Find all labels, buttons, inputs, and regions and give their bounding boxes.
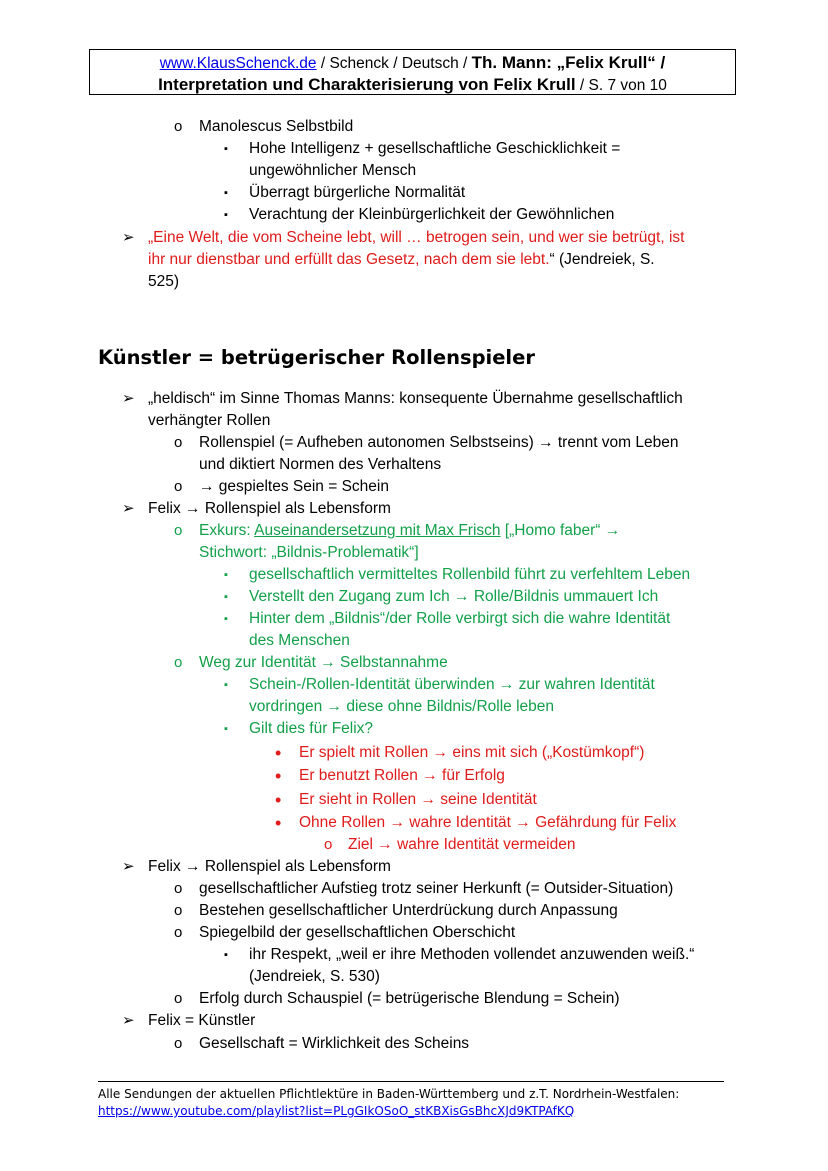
text-line: Felix → Rollenspiel als Lebensform bbox=[148, 858, 391, 875]
text-line: Felix = Künstler bbox=[148, 1012, 256, 1029]
exkurs-link[interactable]: Auseinandersetzung mit Max Frisch bbox=[254, 522, 501, 539]
header-line-1 bbox=[90, 52, 735, 74]
playlist-link[interactable]: https://www.youtube.com/playlist?list=PLgGIkOSoO_stKBXisGsBhcXJd9KTPAfKQ bbox=[98, 1104, 575, 1118]
footer-link-line bbox=[98, 1104, 574, 1118]
arrow-bullet: ➢ bbox=[122, 1012, 135, 1029]
footer-divider bbox=[98, 1081, 724, 1082]
circle-bullet: o bbox=[174, 478, 183, 495]
text-line: Überragt bürgerliche Normalität bbox=[249, 184, 466, 201]
text-line: gesellschaftlich vermitteltes Rollenbild führt zu verfehltem Leben bbox=[249, 566, 691, 583]
circle-bullet: o bbox=[174, 434, 183, 451]
square-bullet: ▪ bbox=[224, 143, 228, 155]
quote-line: „Eine Welt, die vom Scheine lebt, will … betrogen sein, und wer sie betrügt, ist bbox=[148, 229, 685, 246]
text-line: Bestehen gesellschaftlicher Unterdrückung durch Anpassung bbox=[199, 902, 618, 919]
text-line: Er sieht in Rollen → seine Identität bbox=[299, 791, 537, 808]
text-line: (Jendreiek, S. 530) bbox=[249, 968, 380, 985]
exkurs-label: Exkurs: bbox=[199, 522, 255, 539]
site-link[interactable]: www.KlausSchenck.de bbox=[159, 55, 317, 72]
circle-bullet: o bbox=[174, 1035, 183, 1052]
text-line: Erfolg durch Schauspiel (= betrügerische Blendung = Schein) bbox=[199, 990, 620, 1007]
header-title-1: Th. Mann: „Felix Krull“ / bbox=[471, 53, 666, 72]
text-line: ungewöhnlicher Mensch bbox=[249, 162, 417, 179]
page-header bbox=[89, 49, 736, 95]
header-breadcrumb: / Schenck / Deutsch / bbox=[316, 55, 472, 72]
exkurs-line bbox=[199, 521, 620, 541]
citation: “ (Jendreiek, S. bbox=[549, 251, 655, 268]
text-line: Hinter dem „Bildnis“/der Rolle verbirgt sich die wahre Identität bbox=[249, 610, 671, 627]
text-line: Rollenspiel (= Aufheben autonomen Selbstseins) → trennt vom Leben bbox=[199, 434, 679, 451]
text-line: „heldisch“ im Sinne Thomas Manns: konsequente Übernahme gesellschaftlich bbox=[148, 390, 683, 407]
square-bullet: ▪ bbox=[224, 209, 228, 221]
text-line: Schein-/Rollen-Identität überwinden → zur wahren Identität bbox=[249, 676, 655, 693]
circle-bullet: o bbox=[174, 902, 183, 919]
text-line: Verachtung der Kleinbürgerlichkeit der Gewöhnlichen bbox=[249, 206, 615, 223]
header-line-2 bbox=[90, 74, 735, 96]
dot-bullet: • bbox=[275, 743, 282, 763]
square-bullet: ▪ bbox=[224, 613, 228, 625]
quote-line bbox=[148, 250, 655, 270]
square-bullet: ▪ bbox=[224, 569, 228, 581]
circle-bullet: o bbox=[174, 522, 183, 539]
text-line: Hohe Intelligenz + gesellschaftliche Geschicklichkeit = bbox=[249, 140, 621, 157]
text-line: Gesellschaft = Wirklichkeit des Scheins bbox=[199, 1035, 470, 1052]
text-line: → gespieltes Sein = Schein bbox=[199, 478, 389, 495]
arrow-bullet: ➢ bbox=[122, 858, 135, 875]
text-line: und diktiert Normen des Verhaltens bbox=[199, 456, 442, 473]
arrow-bullet: ➢ bbox=[122, 229, 135, 246]
quote-text: ihr nur dienstbar und erfüllt das Gesetz, nach dem sie lebt. bbox=[148, 251, 550, 268]
circle-bullet: o bbox=[324, 836, 333, 853]
circle-bullet: o bbox=[174, 654, 183, 671]
text-line: Gilt dies für Felix? bbox=[249, 720, 374, 737]
dot-bullet: • bbox=[275, 813, 282, 833]
text-line: Spiegelbild der gesellschaftlichen Oberschicht bbox=[199, 924, 516, 941]
text-line: gesellschaftlicher Aufstieg trotz seiner Herkunft (= Outsider-Situation) bbox=[199, 880, 674, 897]
arrow-bullet: ➢ bbox=[122, 500, 135, 517]
circle-bullet: o bbox=[174, 118, 183, 135]
text-line: Weg zur Identität → Selbstannahme bbox=[199, 654, 448, 671]
square-bullet: ▪ bbox=[224, 723, 228, 735]
text-line: Ohne Rollen → wahre Identität → Gefährdung für Felix bbox=[299, 814, 677, 831]
text-line: ihr Respekt, „weil er ihre Methoden vollendet anzuwenden weiß.“ bbox=[249, 946, 695, 963]
dot-bullet: • bbox=[275, 790, 282, 810]
section-heading: Künstler = betrügerischer Rollenspieler bbox=[98, 346, 535, 369]
footer-text: Alle Sendungen der aktuellen Pflichtlektüre in Baden-Württemberg und z.T. Nordrhein-Westfalen: bbox=[98, 1087, 680, 1101]
exkurs-tail: [„Homo faber“ → bbox=[500, 522, 621, 539]
circle-bullet: o bbox=[174, 880, 183, 897]
text-line: Verstellt den Zugang zum Ich → Rolle/Bildnis ummauert Ich bbox=[249, 588, 659, 605]
text-line: Stichwort: „Bildnis-Problematik“] bbox=[199, 544, 419, 561]
text-line: Er spielt mit Rollen → eins mit sich („Kostümkopf“) bbox=[299, 744, 645, 761]
text-line: des Menschen bbox=[249, 632, 350, 649]
text-line: Manolescus Selbstbild bbox=[199, 118, 354, 135]
text-line: Er benutzt Rollen → für Erfolg bbox=[299, 767, 505, 784]
text-line: verhängter Rollen bbox=[148, 412, 271, 429]
text-line: Felix → Rollenspiel als Lebensform bbox=[148, 500, 391, 517]
text-line: Ziel → wahre Identität vermeiden bbox=[348, 836, 576, 853]
text-line: vordringen → diese ohne Bildnis/Rolle leben bbox=[249, 698, 555, 715]
page-number: / S. 7 von 10 bbox=[575, 77, 667, 94]
dot-bullet: • bbox=[275, 766, 282, 786]
square-bullet: ▪ bbox=[224, 949, 228, 961]
arrow-bullet: ➢ bbox=[122, 390, 135, 407]
square-bullet: ▪ bbox=[224, 679, 228, 691]
citation-line: 525) bbox=[148, 273, 180, 290]
circle-bullet: o bbox=[174, 924, 183, 941]
square-bullet: ▪ bbox=[224, 187, 228, 199]
header-title-2: Interpretation und Charakterisierung von Felix Krull bbox=[158, 75, 576, 94]
circle-bullet: o bbox=[174, 990, 183, 1007]
square-bullet: ▪ bbox=[224, 591, 228, 603]
